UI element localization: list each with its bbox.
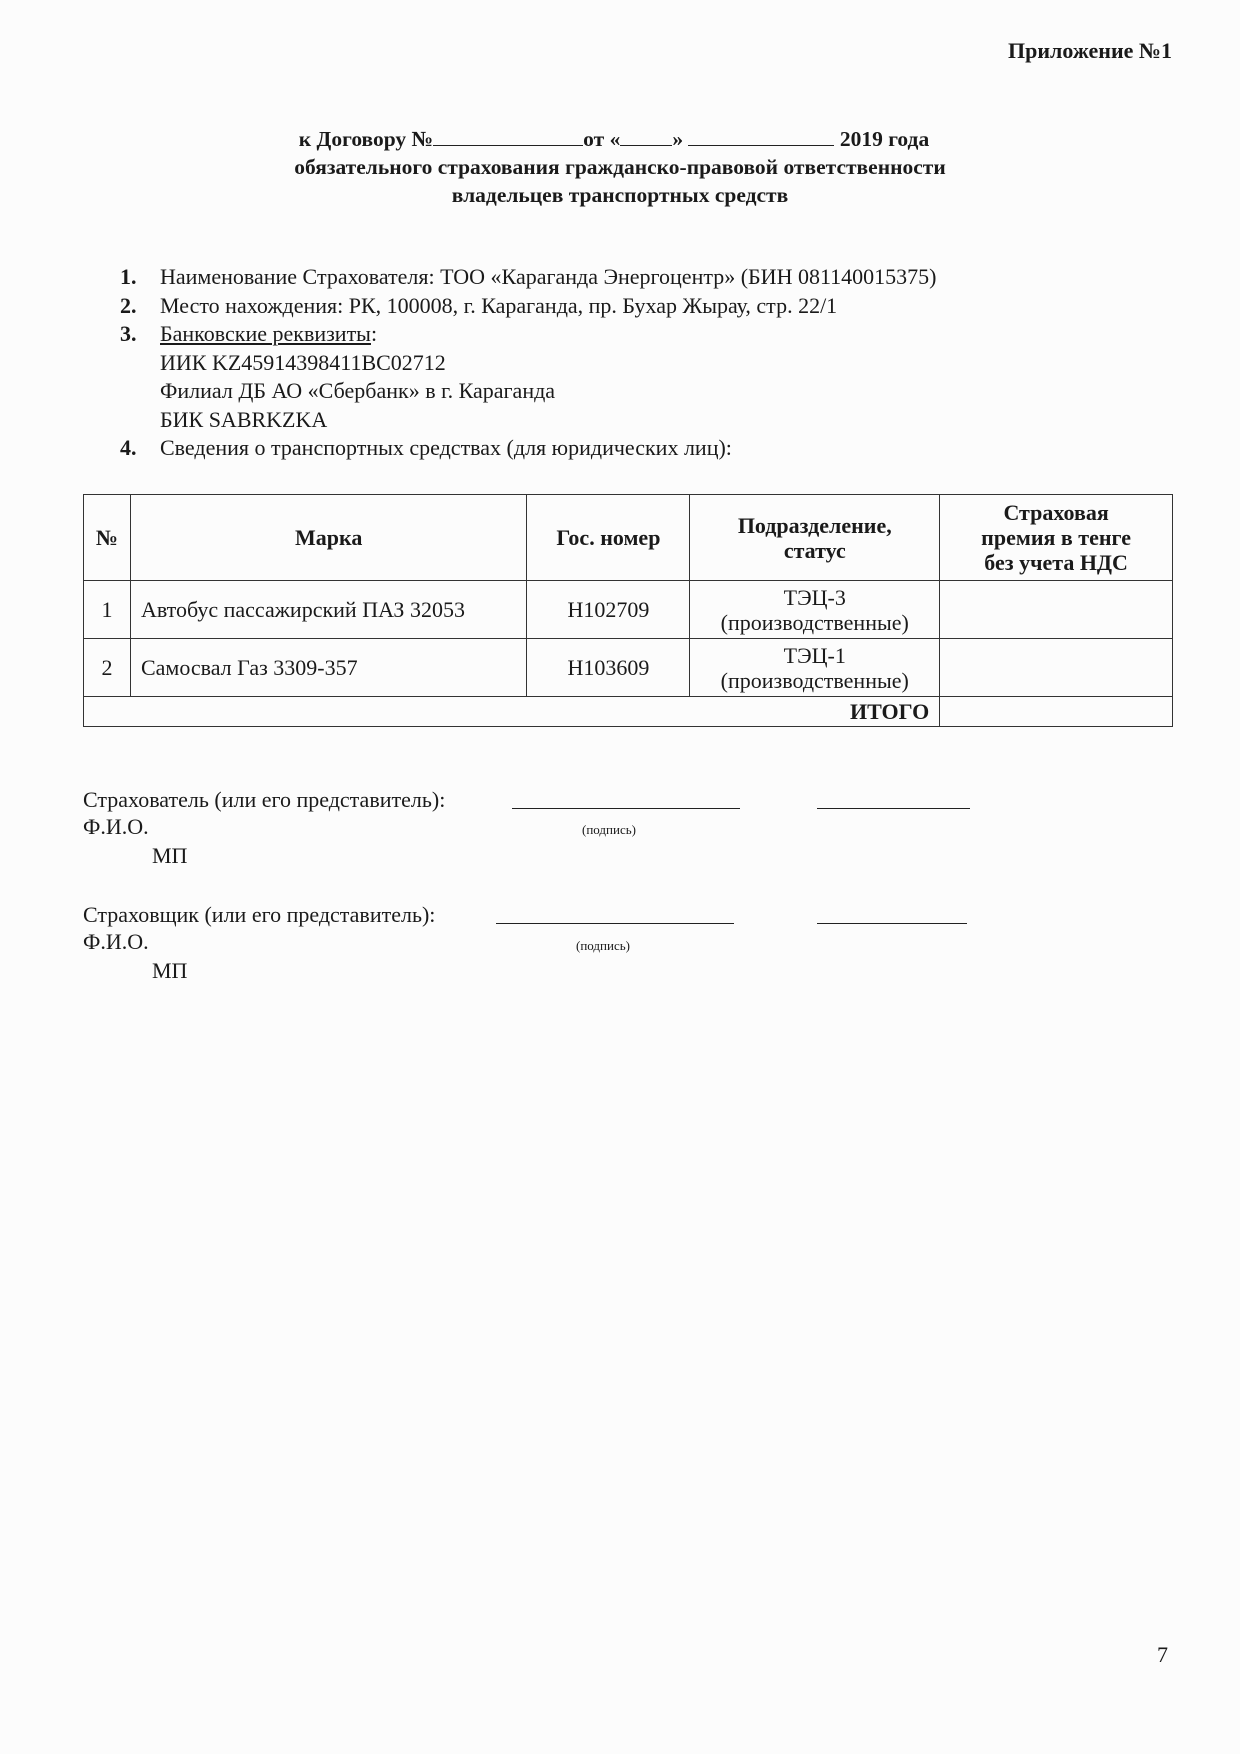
- insured-name: Наименование Страхователя: ТОО «Караганда Энергоцентр» (БИН 081140015375): [160, 264, 937, 289]
- contract-prefix: к Договору №: [298, 127, 434, 151]
- bank-iik: ИИК KZ45914398411BC02712: [160, 349, 446, 375]
- table-row: [84, 639, 1173, 697]
- table-header-row: [84, 495, 1173, 581]
- insured-address: Место нахождения: РК, 100008, г. Караганда, пр. Бухар Жырау, стр. 22/1: [160, 292, 838, 318]
- from-word: от «: [583, 127, 621, 151]
- insured-label: Страхователь (или его представитель):: [83, 787, 446, 812]
- contract-number-blank: [433, 128, 583, 146]
- details-list: [120, 263, 936, 463]
- total-value: [940, 697, 1173, 727]
- col-header-brand: Марка: [130, 495, 527, 581]
- cell-plate: Н103609: [527, 639, 690, 697]
- cell-brand: Автобус пассажирский ПАЗ 32053: [130, 581, 527, 639]
- division-line-2: (производственные): [720, 667, 909, 693]
- premium-header-line-3: без учета НДС: [984, 550, 1128, 575]
- cell-num: 2: [84, 639, 131, 697]
- table-row: [84, 581, 1173, 639]
- col-header-division: [690, 495, 940, 581]
- division-line-1: ТЭЦ-3: [783, 584, 846, 610]
- premium-header-line-2: премия в тенге: [981, 525, 1132, 550]
- list-item: [120, 434, 936, 463]
- bank-bik: БИК SABRKZKA: [160, 406, 328, 432]
- vehicles-intro: Сведения о транспортных средствах (для юридических лиц):: [160, 435, 732, 460]
- division-line-1: ТЭЦ-1: [783, 642, 846, 668]
- list-item: [120, 263, 936, 292]
- vehicles-table: [83, 494, 1173, 727]
- col-header-num: №: [84, 495, 131, 581]
- bank-details-label: Банковские реквизиты: [160, 321, 371, 346]
- item-number: 3.: [120, 321, 137, 346]
- contract-line: [0, 125, 1234, 153]
- year-suffix: 2019 года: [839, 127, 930, 151]
- header-line-2: обязательного страхования гражданско-правовой ответственности: [294, 155, 946, 179]
- quote-close: »: [672, 127, 684, 151]
- item-number: 1.: [120, 264, 137, 289]
- cell-num: 1: [84, 581, 131, 639]
- page-number: 7: [1157, 1642, 1168, 1667]
- cell-plate: Н102709: [527, 581, 690, 639]
- header-line-3: владельцев транспортных средств: [451, 183, 789, 207]
- total-label: ИТОГО: [84, 697, 940, 727]
- col-header-plate: Гос. номер: [527, 495, 690, 581]
- insured-name-line: [817, 808, 970, 809]
- cell-brand: Самосвал Газ 3309-357: [130, 639, 527, 697]
- col-header-premium: [940, 495, 1173, 581]
- division-header-line-2: статус: [783, 537, 846, 563]
- list-item: [120, 320, 936, 349]
- insured-signature-block: [83, 786, 445, 840]
- premium-header-line-1: Страховая: [1003, 500, 1109, 525]
- cell-division: [690, 581, 940, 639]
- insurer-name-line: [817, 923, 967, 924]
- list-item: [120, 292, 936, 321]
- insured-stamp: МП: [152, 843, 188, 868]
- table-total-row: [84, 697, 1173, 727]
- insured-fio: Ф.И.О.: [83, 814, 149, 839]
- division-line-2: (производственные): [720, 609, 909, 635]
- item-number: 4.: [120, 435, 137, 460]
- insurer-stamp: МП: [152, 958, 188, 983]
- day-blank: [620, 128, 672, 146]
- insurer-signature-hint: (подпись): [576, 938, 630, 953]
- cell-premium: [940, 639, 1173, 697]
- insurer-fio: Ф.И.О.: [83, 929, 149, 954]
- insured-signature-hint: (подпись): [582, 822, 636, 837]
- appendix-title: Приложение №1: [1008, 38, 1172, 63]
- item-number: 2.: [120, 292, 137, 318]
- insurer-signature-line: [496, 923, 734, 924]
- cell-premium: [940, 581, 1173, 639]
- insurer-label: Страховщик (или его представитель):: [83, 902, 436, 927]
- insured-signature-line: [512, 808, 740, 809]
- month-blank: [688, 128, 834, 146]
- cell-division: [690, 639, 940, 697]
- document-header: [0, 125, 1240, 209]
- division-header-line-1: Подразделение,: [737, 512, 892, 538]
- bank-branch: Филиал ДБ АО «Сбербанк» в г. Караганда: [160, 378, 556, 403]
- bank-details-colon: :: [370, 321, 378, 346]
- insurer-signature-block: [83, 901, 435, 955]
